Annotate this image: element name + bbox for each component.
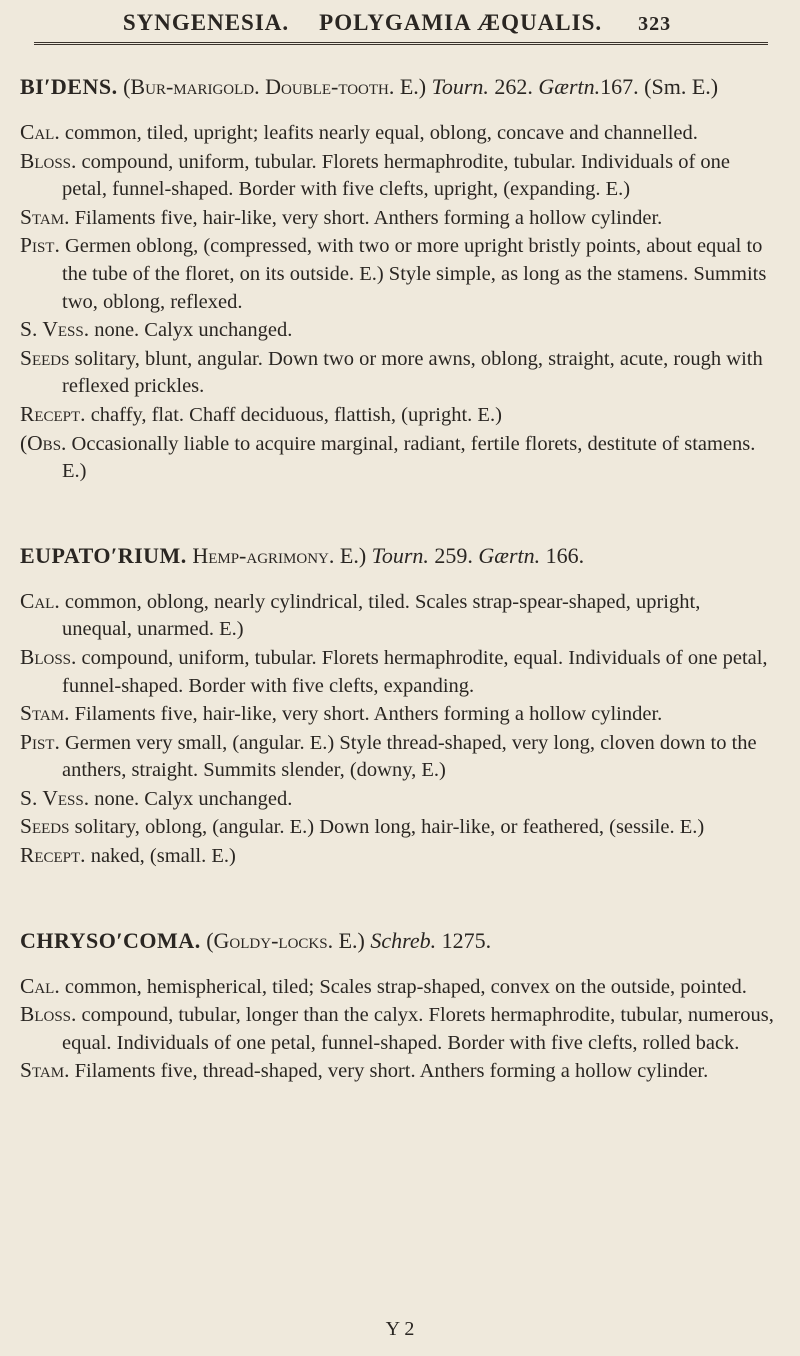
entry-calyx bbox=[20, 588, 774, 644]
entry-text: common, tiled, upright; leafits nearly equal, oblong, concave and channelled. bbox=[64, 122, 698, 144]
genus-name: BI′DENS. bbox=[20, 74, 118, 99]
entry-label: Cal. bbox=[20, 973, 60, 998]
english-name: Hemp-agrimony. bbox=[192, 542, 335, 568]
entry-blossom bbox=[20, 1001, 774, 1057]
entry-label: Bloss. bbox=[20, 1002, 77, 1027]
entry-text: solitary, blunt, angular. Down two or more awns, oblong, straight, acute, rough with reflexed prickles. bbox=[62, 347, 763, 398]
entry-text: compound, uniform, tubular. Florets hermaphrodite, tubular. Individuals of one petal, funnel-shaped. Border with five clefts, upright, (expanding. E.) bbox=[62, 150, 731, 201]
genus-eupatorium bbox=[20, 542, 774, 871]
entry-seeds bbox=[20, 813, 774, 842]
entry-seed-vessel bbox=[20, 785, 774, 814]
entry-text: Germen very small, (angular. E.) Style thread-shaped, very long, cloven down to the anthers, straight. Summits slender, (downy, E.) bbox=[62, 731, 757, 782]
reference-detail: 167. (Sm. E.) bbox=[600, 74, 719, 99]
entry-text: common, hemispherical, tiled; Scales strap-shaped, convex on the outside, pointed. bbox=[64, 975, 747, 998]
entry-blossom bbox=[20, 148, 774, 204]
header-rule bbox=[34, 42, 768, 45]
entry-seed-vessel bbox=[20, 316, 774, 345]
genus-name: CHRYSO′COMA. bbox=[20, 927, 201, 953]
entry-text: chaffy, flat. Chaff deciduous, flattish, (upright. E.) bbox=[90, 403, 502, 426]
genus-heading bbox=[20, 927, 774, 955]
entry-text: Occasionally liable to acquire marginal, radiant, fertile florets, destitute of stamens. E.) bbox=[62, 432, 756, 483]
running-head-title: POLYGAMIA ÆQUALIS. bbox=[319, 10, 603, 35]
entry-receptacle bbox=[20, 401, 774, 430]
entry-label: Recept. bbox=[20, 401, 86, 426]
entry-text: none. Calyx unchanged. bbox=[94, 319, 293, 342]
entry-label: Stam. bbox=[20, 1058, 70, 1083]
signature-mark: Y 2 bbox=[385, 1318, 415, 1340]
genus-bidens bbox=[20, 73, 774, 486]
entry-receptacle bbox=[20, 842, 774, 871]
entry-seeds bbox=[20, 345, 774, 401]
entry-stamens bbox=[20, 700, 774, 729]
entry-text: Filaments five, hair-like, very short. Anthers forming a hollow cylinder. bbox=[74, 206, 663, 229]
entry-text: Filaments five, hair-like, very short. Anthers forming a hollow cylinder. bbox=[74, 703, 663, 726]
genus-heading bbox=[20, 73, 774, 101]
running-head-section: SYNGENESIA. bbox=[122, 10, 290, 35]
genus-name: EUPATO′RIUM. bbox=[20, 542, 187, 568]
entry-pistil bbox=[20, 729, 774, 785]
english-name: (Bur-marigold. bbox=[123, 74, 260, 99]
running-head bbox=[20, 10, 774, 42]
authority: Tourn. bbox=[431, 74, 489, 99]
authority: Schreb. bbox=[370, 927, 437, 953]
english-name: (Goldy-locks. bbox=[206, 927, 334, 953]
genus-chrysocoma bbox=[20, 927, 774, 1086]
entry-observation bbox=[20, 430, 774, 486]
entry-text: Filaments five, thread-shaped, very short. Anthers forming a hollow cylinder. bbox=[74, 1060, 709, 1083]
entry-text: Germen oblong, (compressed, with two or more upright bristly points, about equal to the tube of the floret, on its outside. E.) Style simple, as long as the stamens. Summits two, oblong, reflexed. bbox=[62, 235, 767, 313]
reference-detail: 166. bbox=[545, 542, 585, 568]
entry-stamens bbox=[20, 204, 774, 233]
reference-author: Gærtn. bbox=[538, 74, 601, 99]
reference-author: Gærtn. bbox=[478, 542, 541, 568]
genus-heading bbox=[20, 542, 774, 570]
entry-label: Stam. bbox=[20, 204, 70, 229]
entry-label: Seeds bbox=[20, 814, 70, 839]
entry-label: (Obs. bbox=[20, 430, 67, 455]
entry-label: S. Vess. bbox=[20, 785, 90, 810]
reference: 262. bbox=[494, 74, 533, 99]
entry-label: Seeds bbox=[20, 345, 70, 370]
entry-label: Bloss. bbox=[20, 644, 77, 669]
entry-label: Cal. bbox=[20, 120, 60, 144]
entry-stamens bbox=[20, 1057, 774, 1086]
entry-calyx bbox=[20, 119, 774, 148]
entry-text: compound, uniform, tubular. Florets hermaphrodite, equal. Individuals of one petal, funnel-shaped. Border with five clefts, expanding. bbox=[62, 646, 768, 697]
entry-label: Stam. bbox=[20, 701, 70, 726]
entry-label: Pist. bbox=[20, 729, 60, 754]
entry-label: Recept. bbox=[20, 843, 86, 868]
entry-text: naked, (small. E.) bbox=[90, 845, 236, 868]
page-number: 323 bbox=[638, 13, 672, 35]
entry-pistil bbox=[20, 232, 774, 316]
entry-label: Pist. bbox=[20, 233, 60, 258]
entry-text: compound, tubular, longer than the calyx. Florets hermaphrodite, tubular, numerous, equal. Individuals of one petal, funnel-shaped. Border with five clefts, rolled back. bbox=[62, 1004, 774, 1054]
entry-label: S. Vess. bbox=[20, 317, 90, 342]
entry-text: none. Calyx unchanged. bbox=[94, 787, 293, 810]
entry-text: solitary, oblong, (angular. E.) Down long, hair-like, or feathered, (sessile. E.) bbox=[74, 816, 705, 839]
authority: Tourn. bbox=[371, 542, 429, 568]
entry-calyx bbox=[20, 973, 774, 1002]
english-name-rest: E.) bbox=[334, 542, 367, 568]
english-name-rest: E.) bbox=[333, 927, 365, 953]
entry-label: Cal. bbox=[20, 588, 60, 613]
entry-label: Bloss. bbox=[20, 148, 77, 173]
reference: 1275. bbox=[441, 927, 492, 953]
reference: 259. bbox=[434, 542, 473, 568]
english-name-rest: Double-tooth. E.) bbox=[259, 74, 427, 99]
entry-blossom bbox=[20, 644, 774, 700]
entry-text: common, oblong, nearly cylindrical, tiled. Scales strap-spear-shaped, upright, unequal, unarmed. E.) bbox=[62, 590, 701, 641]
